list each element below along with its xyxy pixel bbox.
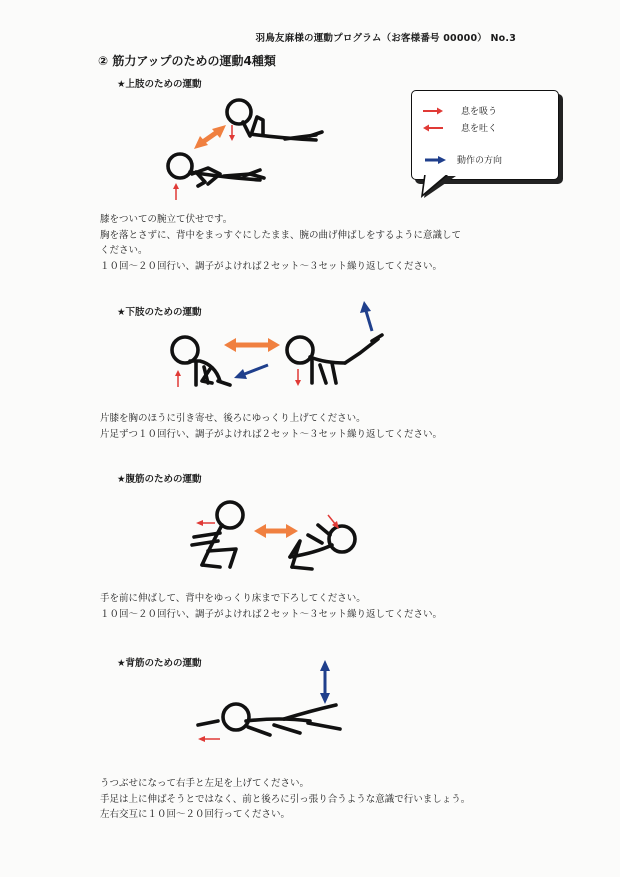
section-upper-body-heading: ★上肢のための運動 — [117, 79, 202, 90]
inhale-arrow-icon — [422, 107, 444, 115]
legend-box — [411, 90, 559, 180]
section-abs-heading: ★腹筋のための運動 — [117, 474, 202, 485]
abs-figure — [180, 495, 370, 585]
back-figure — [190, 655, 360, 755]
lower-body-figure — [160, 295, 400, 405]
page-header: 羽鳥友麻様の運動プログラム（お客様番号 00000） No.3 — [255, 33, 516, 44]
legend-bubble-tail — [420, 176, 460, 200]
text-line: うつぶせになって右手と左足を上げてください。 — [100, 778, 310, 789]
text-line: 手足は上に伸ばそうとではなく、前と後ろに引っ張り合うような意識で行いましょう。 — [100, 793, 471, 805]
direction-arrow-icon — [422, 156, 448, 164]
section-lower-body-heading: ★下肢のための運動 — [117, 307, 202, 318]
legend-inhale-label: 息を吸う — [461, 107, 498, 117]
legend-inhale — [422, 104, 497, 117]
text-line: 胸を落とさずに、背中をまっすぐにしたまま、腕の曲げ伸ばしをするように意識して — [100, 229, 462, 241]
text-line: １０回～２０回行い、調子がよければ２セット～３セット繰り返してください。 — [100, 608, 443, 620]
legend-exhale — [422, 121, 497, 134]
legend-exhale-label: 息を吐く — [461, 124, 498, 134]
legend-direction — [422, 153, 502, 166]
text-line: 手を前に伸ばして、背中をゆっくり床まで下ろしてください。 — [100, 593, 366, 604]
exhale-arrow-icon — [422, 124, 444, 132]
text-line: １０回～２０回行い、調子がよければ２セット～３セット繰り返してください。 — [100, 260, 443, 272]
text-line: 片足ずつ１０回行い、調子がよければ２セット～３セット繰り返してください。 — [100, 428, 443, 440]
text-line: 膝をついての腕立て伏せです。 — [100, 214, 233, 225]
text-line: 左右交互に１０回～２０回行ってください。 — [100, 809, 291, 820]
upper-body-figure — [160, 92, 340, 202]
section-upper-body-text — [100, 212, 461, 274]
page-title: ② 筋力アップのための運動4種類 — [98, 54, 276, 68]
legend-direction-label: 動作の方向 — [457, 156, 503, 166]
section-lower-body-text — [100, 411, 442, 442]
text-line: ください。 — [100, 245, 148, 256]
section-back-heading: ★背筋のための運動 — [117, 658, 202, 669]
section-back-text — [100, 776, 470, 823]
section-abs-text — [100, 591, 442, 622]
text-line: 片膝を胸のほうに引き寄せ、後ろにゆっくり上げてください。 — [100, 413, 366, 424]
